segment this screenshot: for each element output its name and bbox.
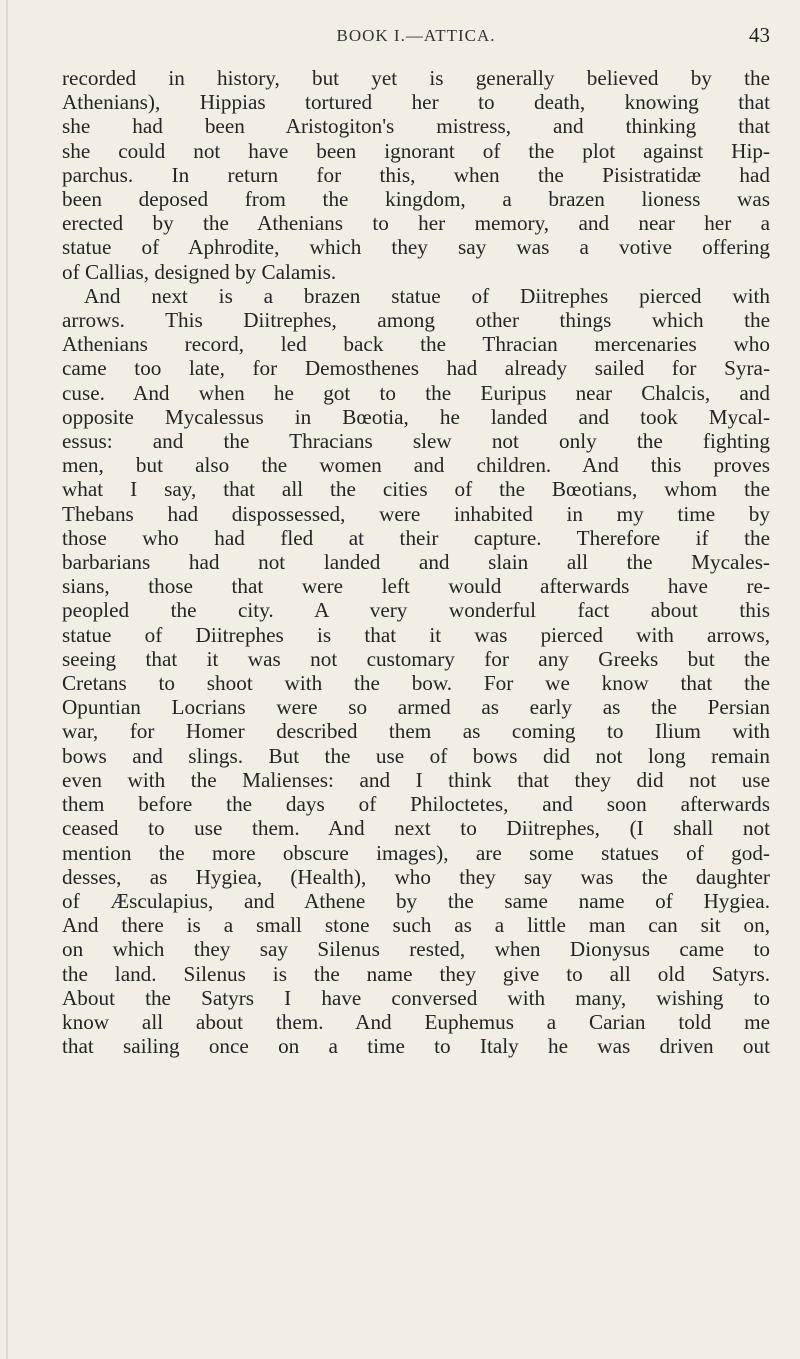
text-line: peopled the city. A very wonderful fact about this	[62, 598, 770, 623]
page-number: 43	[749, 23, 770, 47]
page-edge	[6, 0, 8, 1359]
text-line: on which they say Silenus rested, when Dionysus came to	[62, 937, 770, 962]
text-line: Athenians record, led back the Thracian mercenaries who	[62, 332, 770, 357]
text-line: seeing that it was not customary for any Greeks but the	[62, 646, 770, 671]
text-line: bows and slings. But the use of bows did not long remain	[62, 743, 770, 768]
text-line: About the Satyrs I have conversed with many, wishing to	[62, 985, 770, 1010]
text-line: essus: and the Thracians slew not only the fighting	[62, 429, 770, 454]
text-line: she could not have been ignorant of the plot against Hip-	[62, 138, 770, 163]
text-line: And next is a brazen statue of Diitrephes pierced with	[84, 283, 770, 308]
text-line: of Callias, designed by Calamis.	[62, 259, 337, 284]
text-line: been deposed from the kingdom, a brazen lioness was	[62, 187, 770, 212]
paragraph	[62, 284, 770, 1059]
text-line: Cretans to shoot with the bow. For we know that the	[62, 671, 770, 696]
text-line: statue of Aphrodite, which they say was a votive offering	[62, 235, 770, 260]
text-line: the land. Silenus is the name they give to all old Satyrs.	[62, 961, 770, 986]
text-line: mention the more obscure images), are some statues of god-	[62, 840, 770, 865]
text-line: statue of Diitrephes is that it was pierced with arrows,	[62, 622, 770, 647]
text-line: arrows. This Diitrephes, among other things which the	[62, 308, 770, 333]
text-line: ceased to use them. And next to Diitrephes, (I shall not	[62, 816, 770, 841]
text-line: war, for Homer described them as coming to Ilium with	[62, 719, 770, 744]
text-line: recorded in history, but yet is generally believed by the	[62, 66, 770, 90]
text-line: And there is a small stone such as a little man can sit on,	[62, 913, 770, 938]
text-line: desses, as Hygiea, (Health), who they say was the daughter	[62, 864, 770, 889]
text-line: that sailing once on a time to Italy he was driven out	[62, 1034, 770, 1059]
page-header	[62, 8, 770, 48]
body-text	[62, 66, 770, 1058]
paragraph	[62, 66, 770, 284]
text-line: know all about them. And Euphemus a Carian told me	[62, 1009, 770, 1034]
text-line: what I say, that all the cities of the Bœotians, whom the	[62, 477, 770, 502]
text-line: came too late, for Demosthenes had already sailed for Syra-	[62, 356, 770, 381]
text-line: sians, those that were left would afterwards have re-	[62, 574, 770, 599]
text-line: even with the Malienses: and I think that they did not use	[62, 767, 770, 792]
text-line: barbarians had not landed and slain all the Mycales-	[62, 550, 770, 575]
running-head: BOOK I.—ATTICA.	[336, 26, 496, 45]
text-line: them before the days of Philoctetes, and soon afterwards	[62, 792, 770, 817]
text-line: Opuntian Locrians were so armed as early as the Persian	[62, 695, 770, 720]
text-line: cuse. And when he got to the Euripus near Chalcis, and	[62, 380, 770, 405]
text-line: erected by the Athenians to her memory, and near her a	[62, 211, 770, 236]
text-line: Thebans had dispossessed, were inhabited in my time by	[62, 501, 770, 526]
text-line: of Æsculapius, and Athene by the same name of Hygiea.	[62, 888, 770, 913]
text-line: parchus. In return for this, when the Pisistratidæ had	[62, 162, 770, 187]
text-line: she had been Aristogiton's mistress, and thinking that	[62, 114, 770, 139]
text-line: Athenians), Hippias tortured her to death, knowing that	[62, 90, 770, 115]
text-line: opposite Mycalessus in Bœotia, he landed and took Mycal-	[62, 404, 770, 429]
text-line: those who had fled at their capture. Therefore if the	[62, 525, 770, 550]
text-line: men, but also the women and children. And this proves	[62, 453, 770, 478]
